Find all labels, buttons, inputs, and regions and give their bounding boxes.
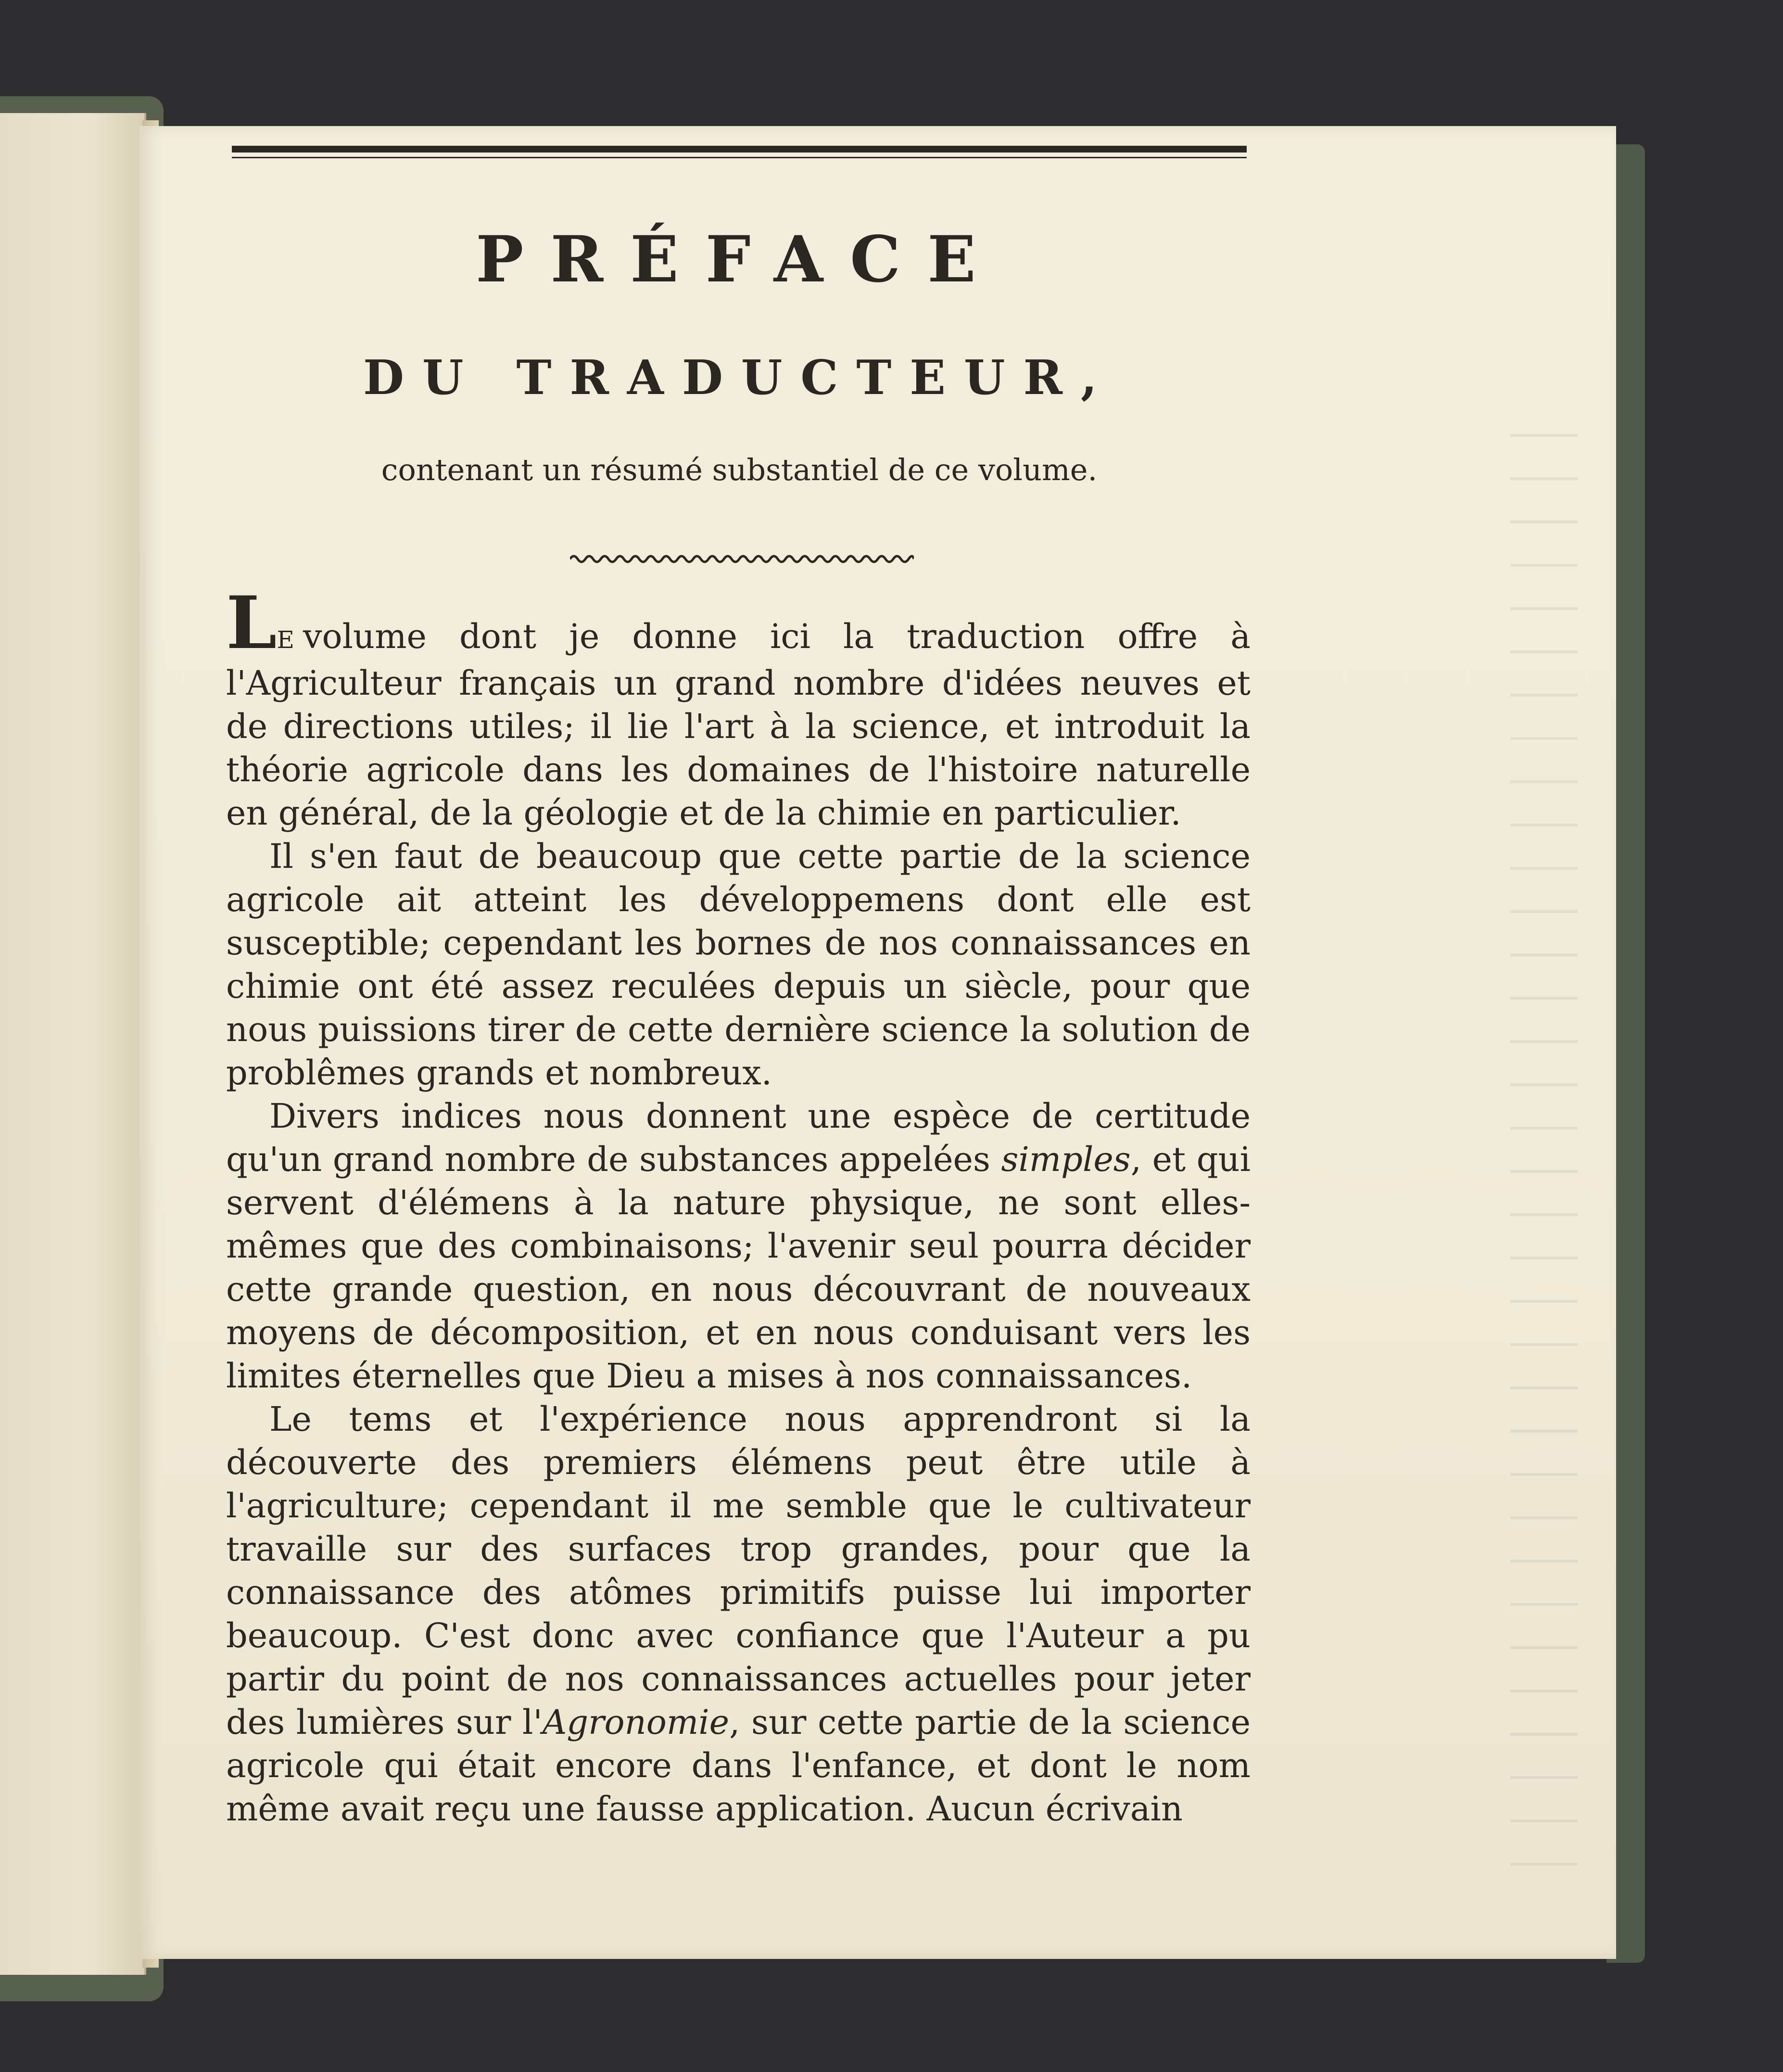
italic-term-simples: simples (1001, 1140, 1131, 1179)
page-title: PRÉFACE (476, 222, 1003, 297)
drop-cap: L (226, 581, 277, 665)
small-cap: E (277, 626, 294, 654)
page-subtitle: DU TRADUCTEUR, (363, 350, 1116, 406)
paragraph-1-text: volume dont je donne ici la traduction offre à l'Agriculteur français un grand nombre d'idées neuves et de directions utiles; il lie l'art à la science, et introduit la théorie agricole dans les domaines de l'histoire naturelle en général, de la géologie et de la chimie en particulier. (226, 617, 1251, 833)
paragraph-1 (226, 581, 1251, 835)
paragraph-4 (226, 1398, 1251, 1830)
subtitle-note: contenant un résumé substantiel de ce volume. (381, 452, 1098, 487)
header-double-rule (232, 146, 1247, 158)
paragraph-3-text-b: , et qui servent d'élémens à la nature physique, ne sont elles-mêmes que des combinaisons; l'avenir seul pourra décider cette grande question, en nous découvrant de nouveaux moyens de décomposition, et en nous conduisant vers les limites éternelles que Dieu a mises à nos connaissances. (226, 1140, 1251, 1396)
paragraph-2: Il s'en faut de beaucoup que cette partie de la science agricole ait atteint les développemens dont elle est susceptible; cependant les bornes de nos connaissances en chimie ont été assez reculées depuis un siècle, pour que nous puissions tirer de cette dernière science la solution de problêmes grands et nombreux. (226, 837, 1251, 1093)
show-through-shadow (1510, 434, 1578, 1877)
paragraph-3 (226, 1094, 1251, 1398)
wavy-ornament-divider (570, 549, 914, 569)
body-text (226, 581, 1251, 1830)
paragraph-4-text-a: Le tems et l'expérience nous apprendront si la découverte des premiers élémens peut être utile à l'agriculture; cependant il me semble que le cultivateur travaille sur des surfaces trop grandes, pour que la connaissance des atômes primitifs puisse lui importer beaucoup. C'est donc avec confiance que l'Auteur a pu partir du point de nos connaissances actuelles pour jeter des lumières sur l' (226, 1399, 1251, 1742)
paragraph-4-text-b: , sur cette partie de la science agricole qui était encore dans l'enfance, et dont le nom même avait reçu une fausse application. Aucun écrivain (226, 1703, 1251, 1829)
facing-page-left (0, 113, 146, 1975)
paragraph-3-text-a: Divers indices nous donnent une espèce de certitude qu'un grand nombre de substances appelées (226, 1096, 1251, 1179)
italic-term-agronomie: Agronomie (542, 1703, 730, 1742)
